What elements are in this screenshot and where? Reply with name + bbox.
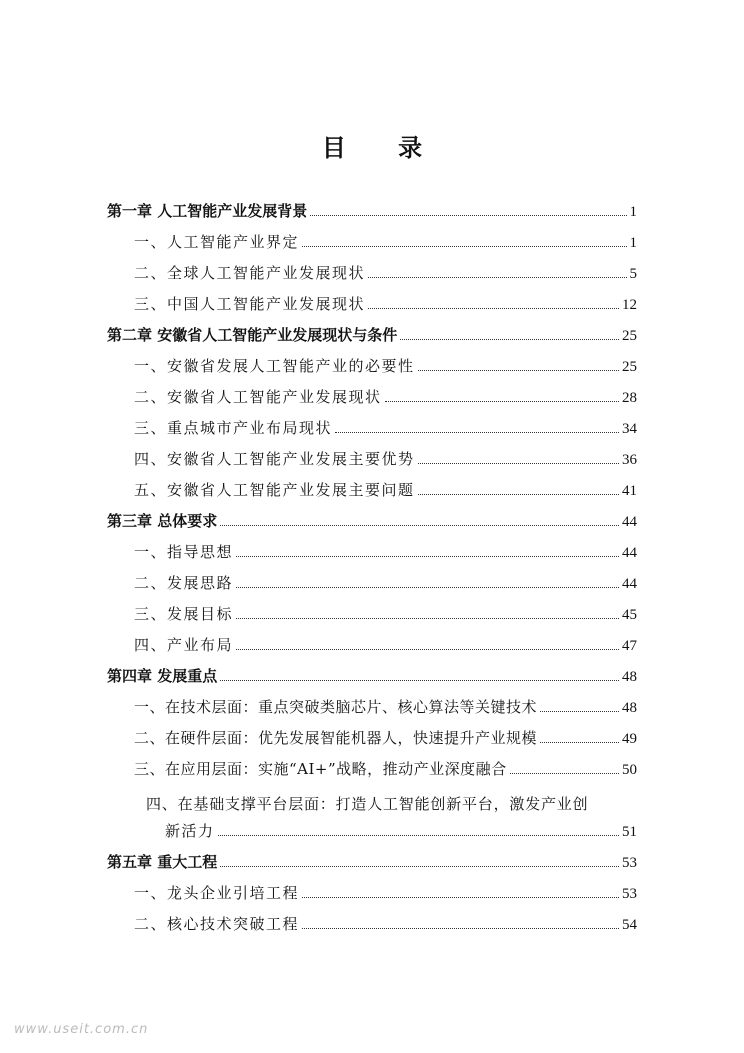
toc-entry-text: 二、核心技术突破工程 [134, 915, 300, 933]
dot-leader [385, 400, 619, 402]
toc-page-number: 28 [622, 390, 637, 406]
toc-chapter-1[interactable] [107, 197, 637, 221]
toc-entry-text: 四、安徽省人工智能产业发展主要优势 [134, 450, 415, 468]
toc-page-number: 45 [622, 607, 637, 623]
toc-page-number: 1 [629, 235, 637, 251]
dot-leader [302, 927, 619, 929]
toc-page-number: 54 [622, 917, 637, 933]
toc-chapter-2[interactable] [107, 321, 637, 345]
toc-page-number: 41 [622, 483, 637, 499]
toc-section[interactable] [134, 724, 637, 748]
toc-entry-text: 一、指导思想 [134, 543, 234, 561]
toc-section[interactable] [134, 879, 637, 903]
toc-entry-text: 第一章 人工智能产业发展背景 [107, 202, 308, 220]
dot-leader [368, 307, 619, 309]
toc-page-number: 5 [629, 266, 637, 282]
toc-entry-text: 第五章 重大工程 [107, 853, 218, 871]
dot-leader [236, 617, 619, 619]
toc-section[interactable] [134, 476, 637, 500]
toc-page-number: 48 [622, 700, 637, 716]
watermark: www.useit.com.cn [14, 1022, 149, 1037]
toc-entry-text: 四、产业布局 [134, 636, 234, 654]
toc-page-number: 44 [622, 514, 637, 530]
toc-chapter-3[interactable] [107, 507, 637, 531]
dot-leader [302, 896, 619, 898]
toc-section[interactable] [134, 228, 637, 252]
dot-leader [510, 772, 619, 774]
toc-section[interactable] [134, 755, 637, 779]
dot-leader [400, 338, 619, 340]
dot-leader [236, 648, 619, 650]
toc-section[interactable] [134, 538, 637, 562]
dot-leader [236, 555, 619, 557]
toc-entry-text: 第二章 安徽省人工智能产业发展现状与条件 [107, 326, 398, 344]
dot-leader [218, 834, 619, 836]
toc-page-number: 53 [622, 855, 637, 871]
toc-entry-text: 三、重点城市产业布局现状 [134, 419, 333, 437]
dot-leader [418, 493, 619, 495]
toc-entry-text: 一、龙头企业引培工程 [134, 884, 300, 902]
toc-page-number: 44 [622, 545, 637, 561]
toc-entry-text: 一、安徽省发展人工智能产业的必要性 [134, 357, 415, 375]
toc-section[interactable] [134, 259, 637, 283]
toc-entry-text: 第三章 总体要求 [107, 512, 218, 530]
page-title: 目 录 [321, 134, 445, 162]
toc-section[interactable] [165, 817, 637, 841]
toc-section[interactable] [134, 445, 637, 469]
toc-section[interactable] [134, 414, 637, 438]
toc-section[interactable] [134, 693, 637, 717]
toc-entry-text: 五、安徽省人工智能产业发展主要问题 [134, 481, 415, 499]
toc-entry-text: 新活力 [165, 822, 215, 840]
toc-entry-text: 二、安徽省人工智能产业发展现状 [134, 388, 382, 406]
toc-section[interactable] [134, 383, 637, 407]
toc-chapter-4[interactable] [107, 662, 637, 686]
dot-leader [335, 431, 619, 433]
toc-entry-text: 三、在应用层面：实施“AI+”战略，推动产业深度融合 [134, 760, 507, 778]
toc-entry-text: 二、发展思路 [134, 574, 234, 592]
toc-entry-text: 一、人工智能产业界定 [134, 233, 300, 251]
dot-leader [302, 245, 626, 247]
toc-section[interactable] [134, 910, 637, 934]
toc-entry-text: 二、全球人工智能产业发展现状 [134, 264, 366, 282]
toc-entry-text: 三、中国人工智能产业发展现状 [134, 295, 366, 313]
toc-entry-text: 二、在硬件层面：优先发展智能机器人，快速提升产业规模 [134, 729, 538, 747]
toc-section[interactable] [134, 290, 637, 314]
dot-leader [310, 214, 626, 216]
toc-page-number: 49 [622, 731, 637, 747]
toc-page-number: 36 [622, 452, 637, 468]
toc-page-number: 44 [622, 576, 637, 592]
toc-entry-text: 三、发展目标 [134, 605, 234, 623]
toc-page-number: 1 [629, 204, 637, 220]
toc-page-number: 51 [622, 824, 637, 840]
toc-page-number: 50 [622, 762, 637, 778]
toc-page-number: 48 [622, 669, 637, 685]
dot-leader [368, 276, 626, 278]
dot-leader [220, 524, 619, 526]
toc-section[interactable] [134, 569, 637, 593]
toc-page-number: 53 [622, 886, 637, 902]
dot-leader [418, 369, 619, 371]
toc-page-number: 47 [622, 638, 637, 654]
dot-leader [236, 586, 619, 588]
toc-section[interactable] [134, 600, 637, 624]
toc-page-number: 12 [622, 297, 637, 313]
dot-leader [540, 741, 619, 743]
toc-page-number: 25 [622, 359, 637, 375]
toc-entry-text: 第四章 发展重点 [107, 667, 218, 685]
toc-section-line1[interactable]: 四、在基础支撑平台层面：打造人工智能创新平台，激发产业创 [146, 795, 589, 813]
toc-chapter-5[interactable] [107, 848, 637, 872]
toc-page-number: 25 [622, 328, 637, 344]
toc-section[interactable] [134, 352, 637, 376]
toc-entry-text: 一、在技术层面：重点突破类脑芯片、核心算法等关键技术 [134, 698, 538, 716]
dot-leader [220, 865, 619, 867]
dot-leader [220, 679, 619, 681]
dot-leader [418, 462, 619, 464]
dot-leader [540, 710, 619, 712]
toc-page-number: 34 [622, 421, 637, 437]
toc-section[interactable] [134, 631, 637, 655]
